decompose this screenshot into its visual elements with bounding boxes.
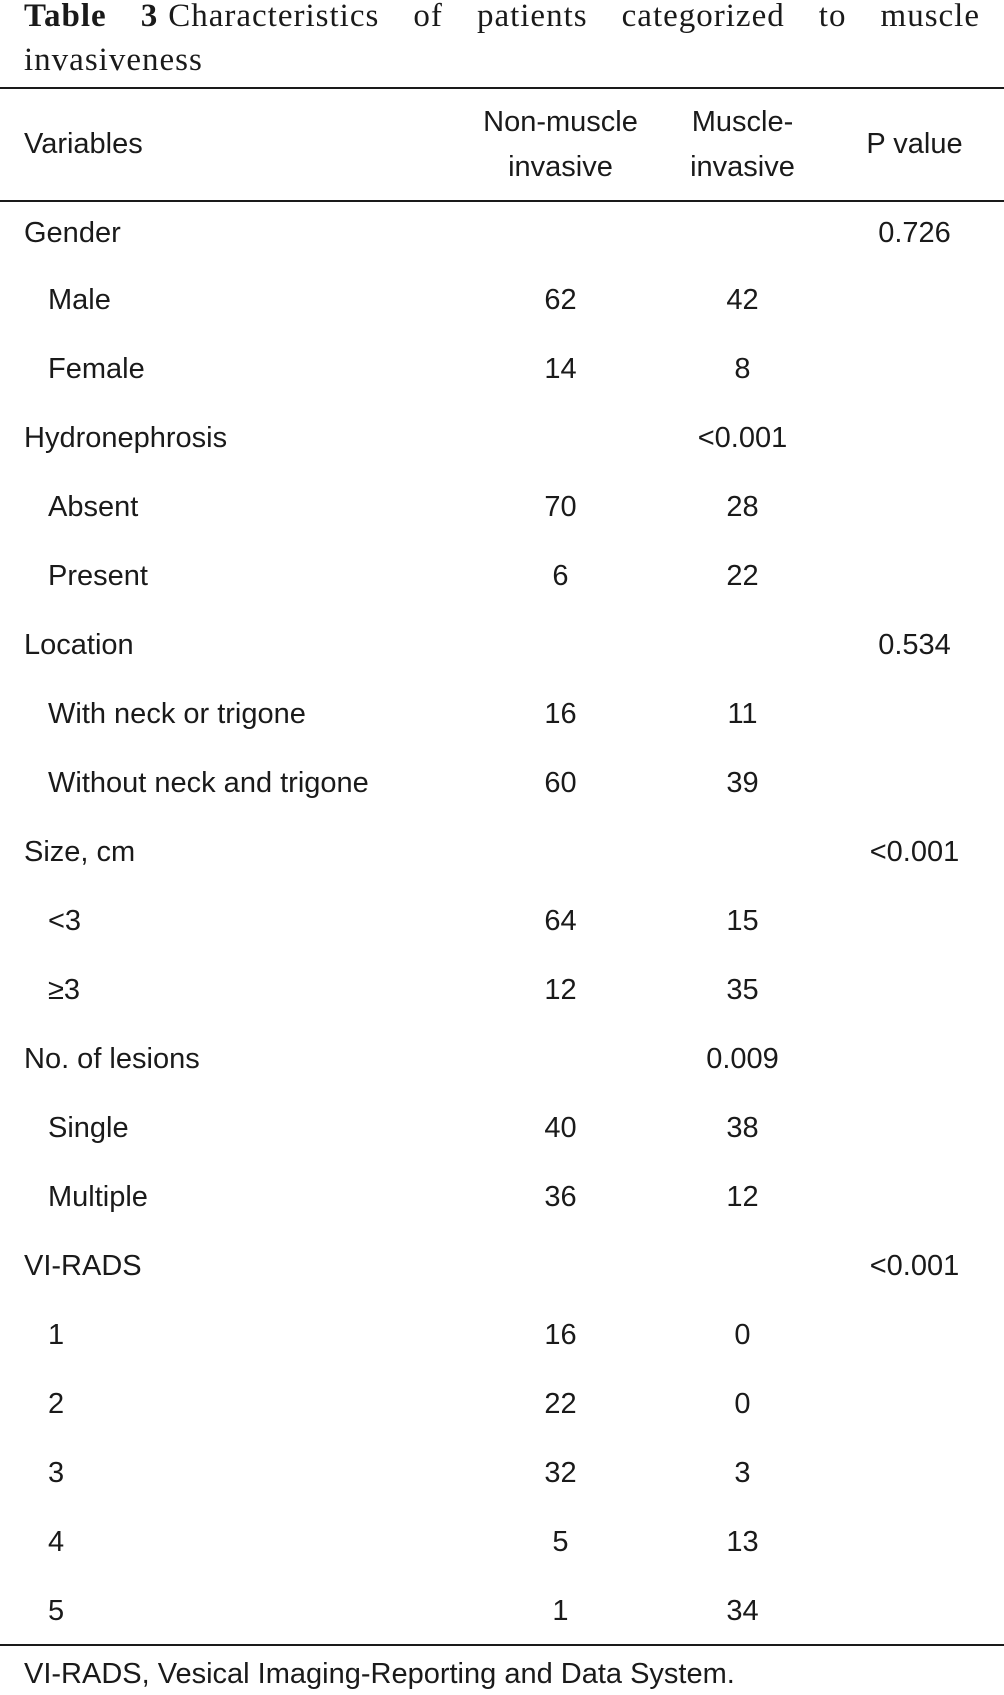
- p-value-text: <0.001: [697, 422, 788, 454]
- cell-muscle-invasive: 28: [726, 491, 759, 523]
- cell-non-muscle-invasive: [461, 1232, 660, 1301]
- table-caption-label: Table 3: [24, 0, 159, 34]
- cell-variable: 4: [48, 1526, 65, 1558]
- cell-p-value: [825, 1025, 1004, 1094]
- cell-variable: Gender: [24, 217, 121, 249]
- table-row: [0, 266, 1004, 335]
- cell-muscle-invasive: 34: [726, 1595, 759, 1627]
- table-bottom-rule: [0, 1644, 1004, 1646]
- header-muscle-invasive: Muscle-invasive: [690, 105, 795, 183]
- cell-muscle-invasive: [660, 818, 825, 887]
- cell-p-value: [825, 1094, 1004, 1163]
- table-row: [0, 956, 1004, 1025]
- cell-muscle-invasive: 0: [734, 1319, 751, 1351]
- cell-p-value: <0.001: [869, 1250, 960, 1282]
- cell-non-muscle-invasive: 36: [544, 1181, 577, 1213]
- cell-muscle-invasive: 35: [726, 974, 759, 1006]
- cell-variable: Present: [48, 560, 148, 592]
- table-header: [0, 89, 1004, 200]
- cell-variable: Size, cm: [24, 836, 136, 868]
- cell-muscle-invasive: 3: [734, 1457, 751, 1489]
- cell-non-muscle-invasive: [461, 1025, 660, 1094]
- cell-muscle-invasive: [660, 611, 825, 680]
- cell-variable: VI-RADS: [24, 1250, 142, 1282]
- table-row: [0, 1094, 1004, 1163]
- cell-variable: Absent: [48, 491, 139, 523]
- cell-p-value: [825, 956, 1004, 1025]
- table-group-row: [0, 200, 1004, 266]
- cell-non-muscle-invasive: 62: [544, 284, 577, 316]
- cell-variable: 2: [48, 1388, 65, 1420]
- cell-non-muscle-invasive: 40: [544, 1112, 577, 1144]
- cell-non-muscle-invasive: [461, 818, 660, 887]
- cell-p-value: 0.534: [878, 629, 951, 661]
- cell-non-muscle-invasive: 6: [552, 560, 569, 592]
- cell-muscle-invasive: 42: [726, 284, 759, 316]
- table-row: [0, 335, 1004, 404]
- table-row: [0, 1163, 1004, 1232]
- cell-muscle-invasive: [660, 1025, 825, 1094]
- cell-p-value: <0.001: [869, 836, 960, 868]
- cell-non-muscle-invasive: 60: [544, 767, 577, 799]
- cell-non-muscle-invasive: 22: [544, 1388, 577, 1420]
- cell-muscle-invasive: 0: [734, 1388, 751, 1420]
- cell-non-muscle-invasive: 16: [544, 698, 577, 730]
- cell-variable: Male: [48, 284, 111, 316]
- cell-p-value: [825, 473, 1004, 542]
- header-p-value: P value: [866, 128, 963, 160]
- cell-non-muscle-invasive: 12: [544, 974, 577, 1006]
- table-body: [0, 200, 1004, 1646]
- cell-variable: 5: [48, 1595, 65, 1627]
- cell-non-muscle-invasive: 16: [544, 1319, 577, 1351]
- cell-variable: Multiple: [48, 1181, 148, 1213]
- cell-muscle-invasive: [660, 404, 825, 473]
- p-value-text: 0.009: [706, 1043, 779, 1075]
- cell-variable: Without neck and trigone: [48, 767, 369, 799]
- table-group-row: [0, 818, 1004, 887]
- cell-variable: With neck or trigone: [48, 698, 306, 730]
- cell-variable: <3: [48, 905, 82, 937]
- cell-p-value: [825, 1370, 1004, 1439]
- cell-variable: Female: [48, 353, 145, 385]
- table-caption: [24, 0, 980, 82]
- table-row: [0, 749, 1004, 818]
- cell-p-value: [825, 1163, 1004, 1232]
- cell-muscle-invasive: [660, 200, 825, 266]
- cell-non-muscle-invasive: 1: [552, 1595, 569, 1627]
- cell-non-muscle-invasive: [461, 200, 660, 266]
- cell-p-value: [825, 335, 1004, 404]
- cell-variable: Location: [24, 629, 134, 661]
- cell-muscle-invasive: 8: [734, 353, 751, 385]
- cell-muscle-invasive: [660, 1232, 825, 1301]
- cell-muscle-invasive: 13: [726, 1526, 759, 1558]
- cell-non-muscle-invasive: [461, 404, 660, 473]
- cell-p-value: [825, 1439, 1004, 1508]
- table-header-row: [0, 89, 1004, 200]
- cell-non-muscle-invasive: 32: [544, 1457, 577, 1489]
- table-group-row: [0, 404, 1004, 473]
- cell-variable: No. of lesions: [24, 1043, 200, 1075]
- cell-non-muscle-invasive: 64: [544, 905, 577, 937]
- cell-p-value: 0.726: [878, 217, 951, 249]
- table-row: [0, 1370, 1004, 1439]
- cell-p-value: [825, 404, 1004, 473]
- cell-p-value: [825, 749, 1004, 818]
- table-row: [0, 542, 1004, 611]
- cell-p-value: [825, 542, 1004, 611]
- cell-non-muscle-invasive: 14: [544, 353, 577, 385]
- cell-p-value: [825, 266, 1004, 335]
- table-row: [0, 1301, 1004, 1370]
- cell-non-muscle-invasive: 70: [544, 491, 577, 523]
- cell-variable: ≥3: [48, 974, 81, 1006]
- table-row: [0, 887, 1004, 956]
- table-row: [0, 680, 1004, 749]
- cell-p-value: [825, 1508, 1004, 1577]
- characteristics-table: [0, 89, 1004, 1646]
- cell-variable: Single: [48, 1112, 129, 1144]
- cell-p-value: [825, 680, 1004, 749]
- table-row: [0, 1508, 1004, 1577]
- cell-variable: 1: [48, 1319, 65, 1351]
- table-group-row: [0, 1025, 1004, 1094]
- cell-muscle-invasive: 22: [726, 560, 759, 592]
- cell-p-value: [825, 887, 1004, 956]
- cell-muscle-invasive: 11: [727, 698, 758, 730]
- cell-muscle-invasive: 12: [726, 1181, 759, 1213]
- table-group-row: [0, 611, 1004, 680]
- header-variables: Variables: [24, 128, 143, 160]
- cell-non-muscle-invasive: [461, 611, 660, 680]
- cell-muscle-invasive: 38: [726, 1112, 759, 1144]
- table-group-row: [0, 1232, 1004, 1301]
- cell-variable: Hydronephrosis: [24, 422, 228, 454]
- cell-p-value: [825, 1577, 1004, 1646]
- table-row: [0, 1439, 1004, 1508]
- cell-muscle-invasive: 39: [726, 767, 759, 799]
- table-row: [0, 1577, 1004, 1646]
- table-row: [0, 473, 1004, 542]
- cell-variable: 3: [48, 1457, 65, 1489]
- cell-non-muscle-invasive: 5: [552, 1526, 569, 1558]
- cell-muscle-invasive: 15: [726, 905, 759, 937]
- table-caption-text: Characteristics of patients categorized to muscle invasiveness: [24, 0, 981, 78]
- cell-p-value: [825, 1301, 1004, 1370]
- table-footnote: VI-RADS, Vesical Imaging-Reporting and Data System.: [24, 1658, 735, 1690]
- header-non-muscle-invasive: Non-muscle invasive: [483, 105, 638, 183]
